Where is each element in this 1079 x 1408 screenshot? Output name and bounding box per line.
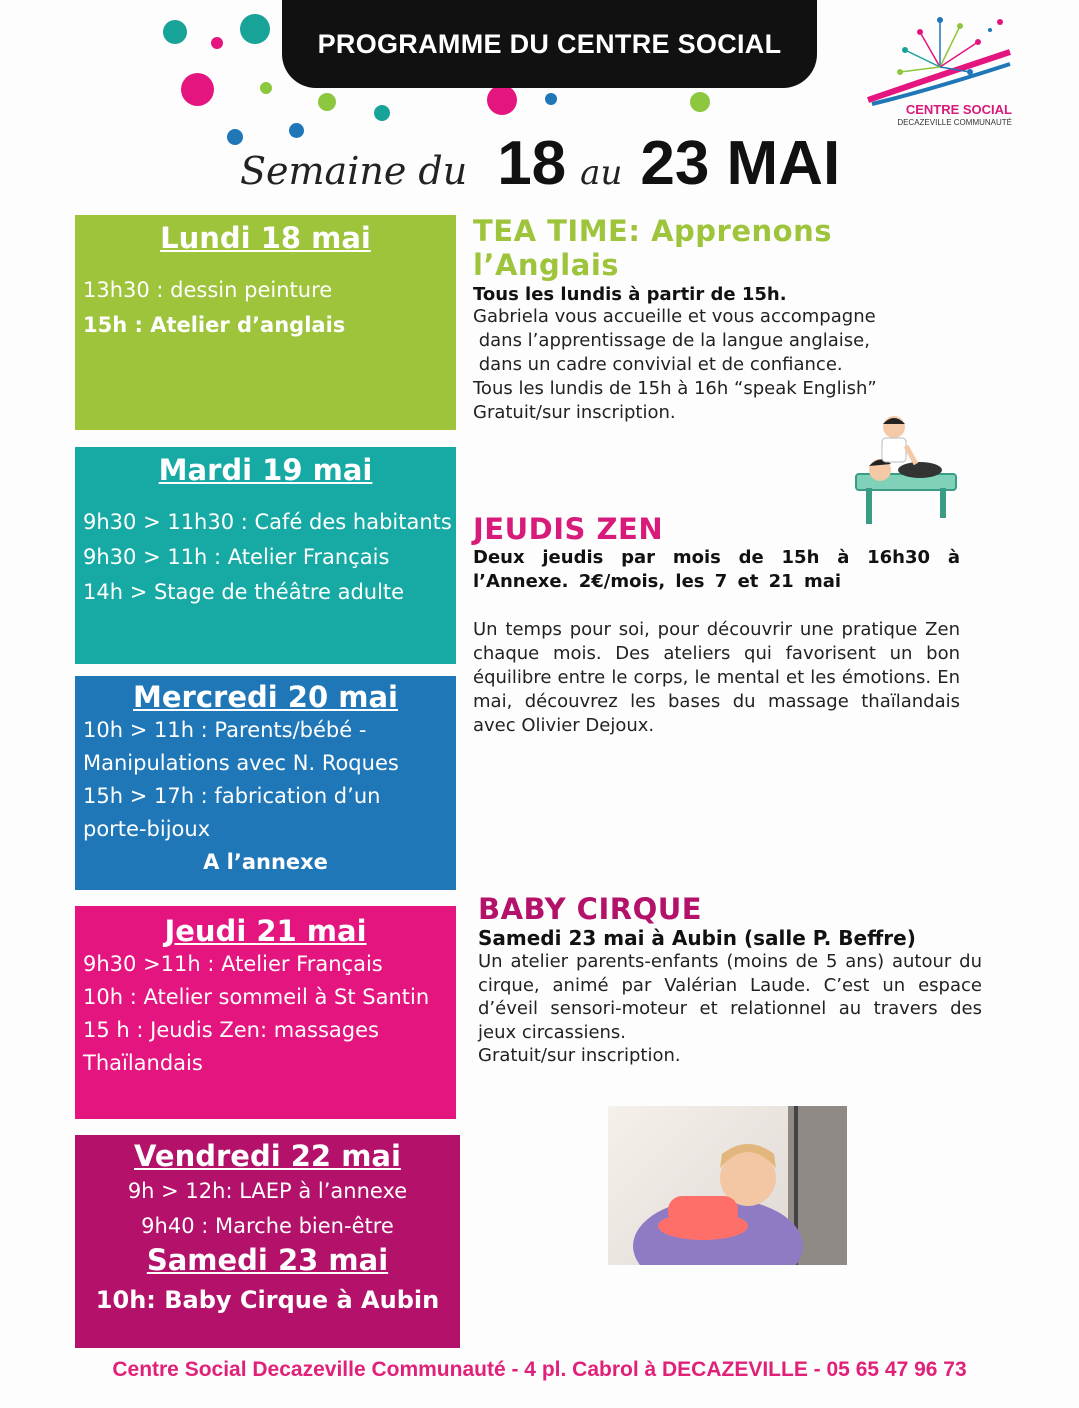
baby-cirque-title: BABY CIRQUE bbox=[478, 892, 703, 926]
day-title-samedi: Samedi 23 mai bbox=[146, 1243, 389, 1277]
footer-text: Centre Social Decazeville Communauté - 4 pl. Cabrol à DECAZEVILLE - 05 65 47 96 73 bbox=[112, 1358, 967, 1381]
day-box-vendredi bbox=[75, 1135, 460, 1348]
day-line: 9h40 : Marche bien-être bbox=[141, 1214, 394, 1238]
day-line-samedi: 10h: Baby Cirque à Aubin bbox=[95, 1286, 440, 1314]
logo-subtitle: DECAZEVILLE COMMUNAUTÉ bbox=[897, 118, 1012, 127]
day-line: 14h > Stage de théâtre adulte bbox=[83, 580, 405, 604]
week-end: 23 MAI bbox=[640, 129, 841, 198]
baby-cirque-last: Gratuit/sur inscription. bbox=[478, 1045, 681, 1066]
day-line-location: A l’annexe bbox=[203, 850, 328, 874]
day-line: Thaïlandais bbox=[83, 1051, 203, 1075]
day-box-mercredi bbox=[75, 676, 456, 890]
centre-social-logo bbox=[860, 12, 1020, 130]
week-start: 18 bbox=[497, 129, 567, 198]
day-line: 15h : Atelier d’anglais bbox=[83, 313, 346, 337]
day-line: Manipulations avec N. Roques bbox=[83, 751, 399, 775]
day-line: 10h > 11h : Parents/bébé - bbox=[83, 718, 367, 742]
week-mid: au bbox=[580, 153, 623, 193]
day-line: 9h30 > 11h : Atelier Français bbox=[83, 545, 390, 569]
day-box-mardi bbox=[75, 447, 456, 664]
baby-cirque-body: Un atelier parents-enfants (moins de 5 ans) autour du cirque, animé par Valérian Laude. C’est un espace d’éveil sensori-moteur et relationnel au travers des jeux circassiens. bbox=[478, 951, 982, 1043]
week-prefix: Semaine du bbox=[240, 149, 468, 193]
day-line: 9h30 >11h : Atelier Français bbox=[83, 952, 383, 976]
tea-time-line: Gabriela vous accueille et vous accompagne bbox=[473, 306, 876, 327]
day-line: 9h > 12h: LAEP à l’annexe bbox=[127, 1179, 408, 1203]
day-title-vendredi: Vendredi 22 mai bbox=[134, 1139, 401, 1173]
tea-time-title: TEA TIME: Apprenons l’Anglais bbox=[473, 214, 832, 282]
day-title-lundi: Lundi 18 mai bbox=[160, 221, 371, 255]
day-line: 15 h : Jeudis Zen: massages bbox=[83, 1018, 379, 1042]
tea-time-line: Gratuit/sur inscription. bbox=[473, 402, 676, 423]
day-title-jeudi: Jeudi 21 mai bbox=[164, 914, 367, 948]
jeudis-zen-body: Un temps pour soi, pour découvrir une pratique Zen chaque mois. Des ateliers qui favorisent un bon équilibre entre le corps, le mental et les émotions. En mai, découvrez les bases du massage thaïlandais avec Olivier Dejoux. bbox=[473, 619, 960, 736]
footer-contact bbox=[0, 1358, 1079, 1382]
day-line: porte-bijoux bbox=[83, 817, 211, 841]
day-title-mardi: Mardi 19 mai bbox=[158, 453, 373, 487]
jeudis-zen-subtitle: Deux jeudis par mois de 15h à 16h30 à l’Annexe. 2€/mois, les 7 et 21 mai bbox=[473, 547, 960, 592]
day-line: 9h30 > 11h30 : Café des habitants bbox=[83, 510, 452, 534]
day-line: 15h > 17h : fabrication d’un bbox=[83, 784, 381, 808]
baby-cirque-section bbox=[478, 892, 982, 1068]
child-on-ball-photo bbox=[608, 1106, 847, 1265]
tea-time-section bbox=[473, 214, 973, 425]
jeudis-zen-section bbox=[473, 512, 960, 738]
day-line: 13h30 : dessin peinture bbox=[83, 278, 333, 302]
day-box-lundi bbox=[75, 215, 456, 430]
baby-cirque-subtitle: Samedi 23 mai à Aubin (salle P. Beffre) bbox=[478, 926, 916, 950]
day-line: 10h : Atelier sommeil à St Santin bbox=[83, 985, 430, 1009]
week-heading bbox=[240, 128, 860, 198]
jeudis-zen-title: JEUDIS ZEN bbox=[473, 512, 664, 546]
tea-time-line: Tous les lundis de 15h à 16h “speak English” bbox=[473, 378, 877, 399]
day-box-jeudi bbox=[75, 906, 456, 1119]
banner-title: PROGRAMME DU CENTRE SOCIAL bbox=[317, 28, 782, 59]
day-title-mercredi: Mercredi 20 mai bbox=[133, 680, 398, 714]
logo-title: CENTRE SOCIAL bbox=[905, 102, 1012, 117]
tea-time-line: dans un cadre convivial et de confiance. bbox=[473, 354, 843, 375]
tea-time-subtitle: Tous les lundis à partir de 15h. bbox=[473, 284, 787, 305]
program-banner bbox=[282, 0, 817, 88]
tea-time-line: dans l’apprentissage de la langue anglaise, bbox=[473, 330, 870, 351]
